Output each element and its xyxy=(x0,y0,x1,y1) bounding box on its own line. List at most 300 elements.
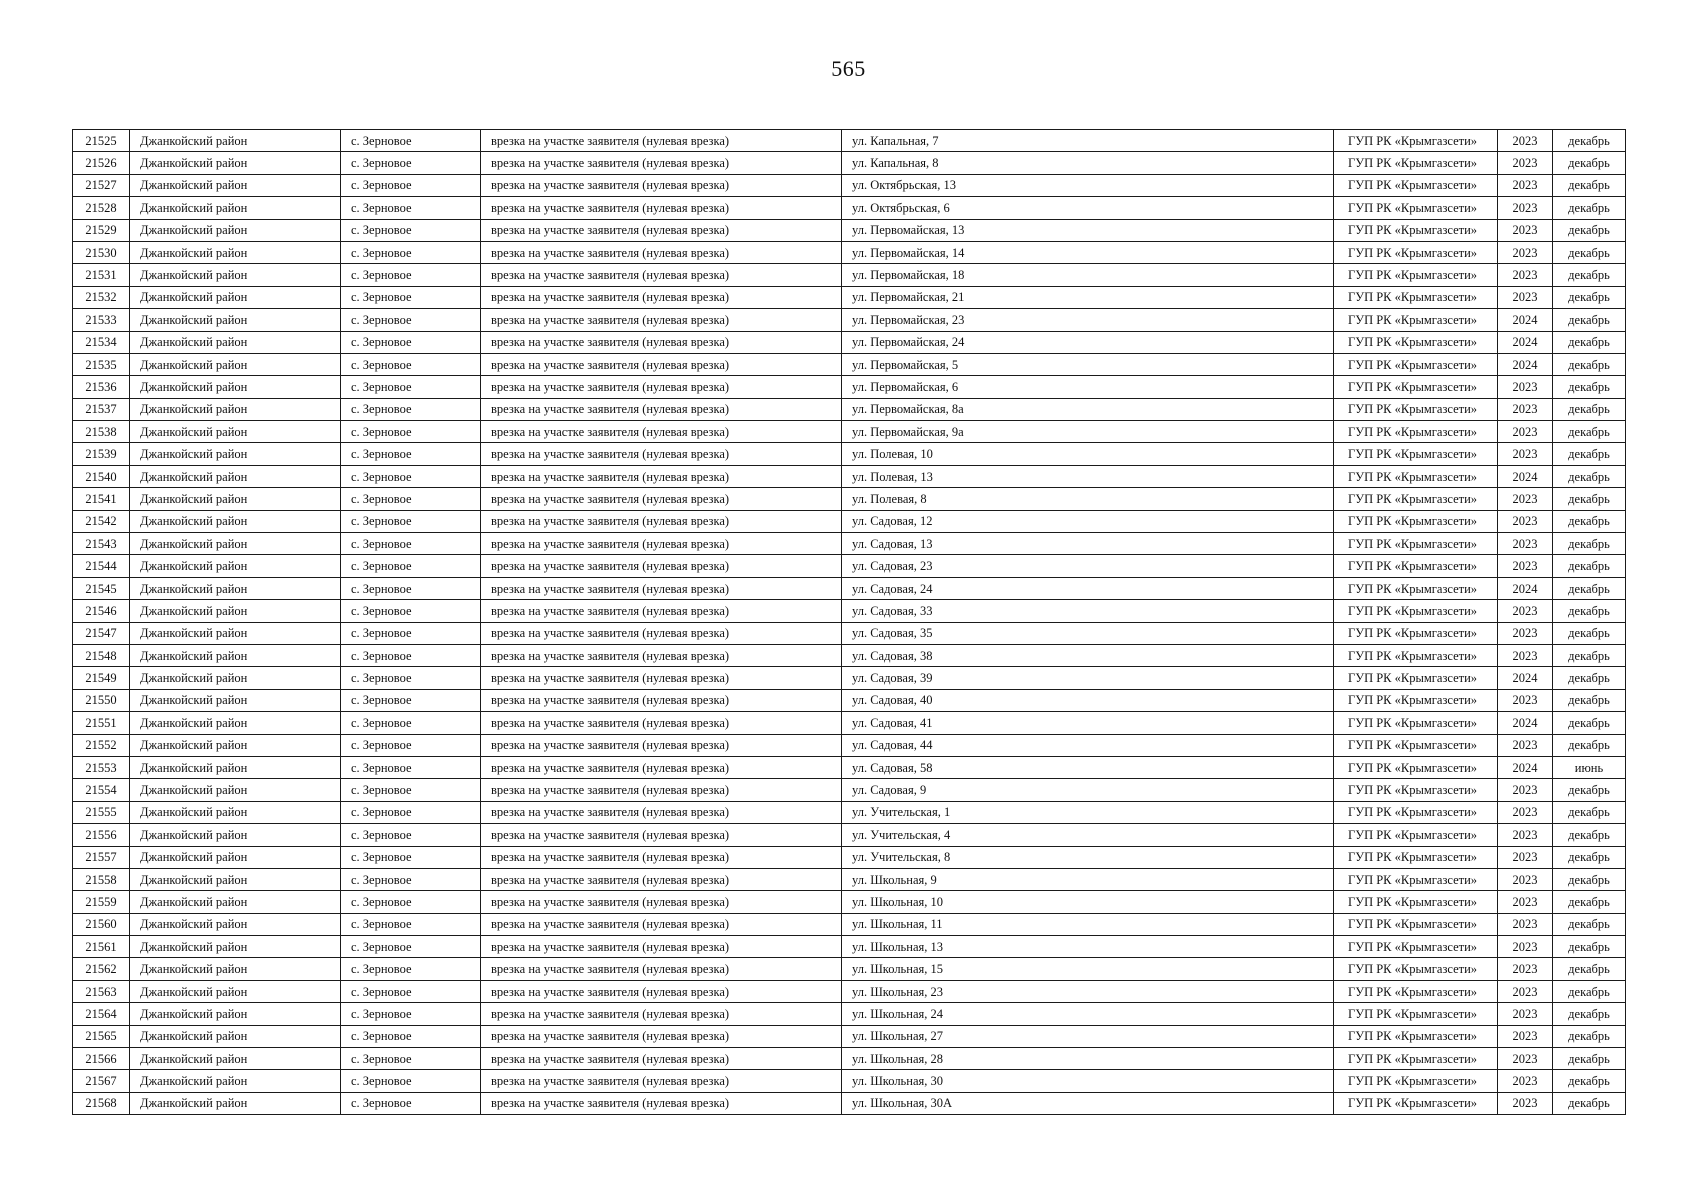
table-row xyxy=(73,488,1626,510)
district-cell: Джанкойский район xyxy=(130,488,341,510)
table-row xyxy=(73,353,1626,375)
table-row xyxy=(73,219,1626,241)
address-cell: ул. Первомайская, 9а xyxy=(842,421,1334,443)
district-cell: Джанкойский район xyxy=(130,555,341,577)
table-row xyxy=(73,756,1626,778)
table-row xyxy=(73,622,1626,644)
row-number-cell: 21568 xyxy=(73,1092,130,1114)
month-cell: декабрь xyxy=(1553,958,1626,980)
district-cell: Джанкойский район xyxy=(130,824,341,846)
work-type-cell: врезка на участке заявителя (нулевая врезка) xyxy=(481,219,842,241)
row-number-cell: 21552 xyxy=(73,734,130,756)
settlement-cell: с. Зерновое xyxy=(341,555,481,577)
settlement-cell: с. Зерновое xyxy=(341,510,481,532)
year-cell: 2023 xyxy=(1498,241,1553,263)
work-type-cell: врезка на участке заявителя (нулевая врезка) xyxy=(481,958,842,980)
row-number-cell: 21554 xyxy=(73,779,130,801)
organization-cell: ГУП РК «Крымгазсети» xyxy=(1334,286,1498,308)
work-type-cell: врезка на участке заявителя (нулевая врезка) xyxy=(481,577,842,599)
settlement-cell: с. Зерновое xyxy=(341,734,481,756)
row-number-cell: 21559 xyxy=(73,891,130,913)
organization-cell: ГУП РК «Крымгазсети» xyxy=(1334,331,1498,353)
district-cell: Джанкойский район xyxy=(130,197,341,219)
year-cell: 2024 xyxy=(1498,331,1553,353)
organization-cell: ГУП РК «Крымгазсети» xyxy=(1334,152,1498,174)
organization-cell: ГУП РК «Крымгазсети» xyxy=(1334,241,1498,263)
row-number-cell: 21540 xyxy=(73,465,130,487)
row-number-cell: 21525 xyxy=(73,130,130,152)
organization-cell: ГУП РК «Крымгазсети» xyxy=(1334,846,1498,868)
table-row xyxy=(73,779,1626,801)
month-cell: декабрь xyxy=(1553,689,1626,711)
district-cell: Джанкойский район xyxy=(130,667,341,689)
month-cell: декабрь xyxy=(1553,1092,1626,1114)
organization-cell: ГУП РК «Крымгазсети» xyxy=(1334,376,1498,398)
year-cell: 2024 xyxy=(1498,577,1553,599)
district-cell: Джанкойский район xyxy=(130,622,341,644)
row-number-cell: 21529 xyxy=(73,219,130,241)
district-cell: Джанкойский район xyxy=(130,1092,341,1114)
table-row xyxy=(73,443,1626,465)
row-number-cell: 21534 xyxy=(73,331,130,353)
work-type-cell: врезка на участке заявителя (нулевая врезка) xyxy=(481,622,842,644)
work-type-cell: врезка на участке заявителя (нулевая врезка) xyxy=(481,1025,842,1047)
address-cell: ул. Капальная, 8 xyxy=(842,152,1334,174)
year-cell: 2023 xyxy=(1498,130,1553,152)
row-number-cell: 21546 xyxy=(73,600,130,622)
settlement-cell: с. Зерновое xyxy=(341,712,481,734)
organization-cell: ГУП РК «Крымгазсети» xyxy=(1334,824,1498,846)
table-row xyxy=(73,555,1626,577)
district-cell: Джанкойский район xyxy=(130,868,341,890)
table-row xyxy=(73,264,1626,286)
organization-cell: ГУП РК «Крымгазсети» xyxy=(1334,756,1498,778)
district-cell: Джанкойский район xyxy=(130,152,341,174)
settlement-cell: с. Зерновое xyxy=(341,1048,481,1070)
work-type-cell: врезка на участке заявителя (нулевая врезка) xyxy=(481,555,842,577)
organization-cell: ГУП РК «Крымгазсети» xyxy=(1334,891,1498,913)
gasification-table xyxy=(72,129,1626,1115)
work-type-cell: врезка на участке заявителя (нулевая врезка) xyxy=(481,734,842,756)
address-cell: ул. Садовая, 9 xyxy=(842,779,1334,801)
district-cell: Джанкойский район xyxy=(130,891,341,913)
row-number-cell: 21557 xyxy=(73,846,130,868)
row-number-cell: 21567 xyxy=(73,1070,130,1092)
address-cell: ул. Садовая, 12 xyxy=(842,510,1334,532)
year-cell: 2023 xyxy=(1498,1025,1553,1047)
month-cell: декабрь xyxy=(1553,398,1626,420)
month-cell: декабрь xyxy=(1553,622,1626,644)
month-cell: декабрь xyxy=(1553,555,1626,577)
row-number-cell: 21556 xyxy=(73,824,130,846)
year-cell: 2023 xyxy=(1498,398,1553,420)
work-type-cell: врезка на участке заявителя (нулевая врезка) xyxy=(481,1048,842,1070)
month-cell: декабрь xyxy=(1553,1025,1626,1047)
settlement-cell: с. Зерновое xyxy=(341,421,481,443)
address-cell: ул. Первомайская, 5 xyxy=(842,353,1334,375)
organization-cell: ГУП РК «Крымгазсети» xyxy=(1334,353,1498,375)
settlement-cell: с. Зерновое xyxy=(341,130,481,152)
work-type-cell: врезка на участке заявителя (нулевая врезка) xyxy=(481,644,842,666)
settlement-cell: с. Зерновое xyxy=(341,331,481,353)
month-cell: декабрь xyxy=(1553,913,1626,935)
address-cell: ул. Первомайская, 8а xyxy=(842,398,1334,420)
year-cell: 2023 xyxy=(1498,846,1553,868)
year-cell: 2023 xyxy=(1498,980,1553,1002)
year-cell: 2023 xyxy=(1498,421,1553,443)
work-type-cell: врезка на участке заявителя (нулевая врезка) xyxy=(481,980,842,1002)
address-cell: ул. Садовая, 44 xyxy=(842,734,1334,756)
settlement-cell: с. Зерновое xyxy=(341,824,481,846)
address-cell: ул. Первомайская, 23 xyxy=(842,309,1334,331)
work-type-cell: врезка на участке заявителя (нулевая врезка) xyxy=(481,667,842,689)
organization-cell: ГУП РК «Крымгазсети» xyxy=(1334,644,1498,666)
row-number-cell: 21530 xyxy=(73,241,130,263)
address-cell: ул. Садовая, 23 xyxy=(842,555,1334,577)
year-cell: 2023 xyxy=(1498,1092,1553,1114)
district-cell: Джанкойский район xyxy=(130,510,341,532)
work-type-cell: врезка на участке заявителя (нулевая врезка) xyxy=(481,1092,842,1114)
address-cell: ул. Первомайская, 13 xyxy=(842,219,1334,241)
year-cell: 2023 xyxy=(1498,376,1553,398)
district-cell: Джанкойский район xyxy=(130,689,341,711)
work-type-cell: врезка на участке заявителя (нулевая врезка) xyxy=(481,868,842,890)
organization-cell: ГУП РК «Крымгазсети» xyxy=(1334,779,1498,801)
year-cell: 2023 xyxy=(1498,801,1553,823)
address-cell: ул. Октябрьская, 6 xyxy=(842,197,1334,219)
address-cell: ул. Первомайская, 14 xyxy=(842,241,1334,263)
table-row xyxy=(73,465,1626,487)
month-cell: декабрь xyxy=(1553,241,1626,263)
district-cell: Джанкойский район xyxy=(130,465,341,487)
work-type-cell: врезка на участке заявителя (нулевая врезка) xyxy=(481,152,842,174)
table-row xyxy=(73,376,1626,398)
year-cell: 2023 xyxy=(1498,600,1553,622)
organization-cell: ГУП РК «Крымгазсети» xyxy=(1334,398,1498,420)
work-type-cell: врезка на участке заявителя (нулевая врезка) xyxy=(481,689,842,711)
year-cell: 2023 xyxy=(1498,891,1553,913)
year-cell: 2023 xyxy=(1498,510,1553,532)
settlement-cell: с. Зерновое xyxy=(341,779,481,801)
row-number-cell: 21551 xyxy=(73,712,130,734)
year-cell: 2023 xyxy=(1498,197,1553,219)
row-number-cell: 21563 xyxy=(73,980,130,1002)
table-row xyxy=(73,824,1626,846)
district-cell: Джанкойский район xyxy=(130,353,341,375)
work-type-cell: врезка на участке заявителя (нулевая врезка) xyxy=(481,488,842,510)
year-cell: 2023 xyxy=(1498,286,1553,308)
table-row xyxy=(73,600,1626,622)
settlement-cell: с. Зерновое xyxy=(341,398,481,420)
work-type-cell: врезка на участке заявителя (нулевая врезка) xyxy=(481,353,842,375)
address-cell: ул. Школьная, 23 xyxy=(842,980,1334,1002)
district-cell: Джанкойский район xyxy=(130,241,341,263)
settlement-cell: с. Зерновое xyxy=(341,1003,481,1025)
work-type-cell: врезка на участке заявителя (нулевая врезка) xyxy=(481,174,842,196)
work-type-cell: врезка на участке заявителя (нулевая врезка) xyxy=(481,600,842,622)
row-number-cell: 21528 xyxy=(73,197,130,219)
district-cell: Джанкойский район xyxy=(130,712,341,734)
settlement-cell: с. Зерновое xyxy=(341,443,481,465)
month-cell: декабрь xyxy=(1553,130,1626,152)
settlement-cell: с. Зерновое xyxy=(341,622,481,644)
work-type-cell: врезка на участке заявителя (нулевая врезка) xyxy=(481,443,842,465)
month-cell: декабрь xyxy=(1553,824,1626,846)
row-number-cell: 21548 xyxy=(73,644,130,666)
table-row xyxy=(73,801,1626,823)
address-cell: ул. Школьная, 9 xyxy=(842,868,1334,890)
table-row xyxy=(73,398,1626,420)
address-cell: ул. Школьная, 13 xyxy=(842,936,1334,958)
year-cell: 2023 xyxy=(1498,734,1553,756)
year-cell: 2024 xyxy=(1498,756,1553,778)
work-type-cell: врезка на участке заявителя (нулевая врезка) xyxy=(481,286,842,308)
month-cell: декабрь xyxy=(1553,197,1626,219)
month-cell: декабрь xyxy=(1553,533,1626,555)
district-cell: Джанкойский район xyxy=(130,219,341,241)
organization-cell: ГУП РК «Крымгазсети» xyxy=(1334,465,1498,487)
district-cell: Джанкойский район xyxy=(130,376,341,398)
district-cell: Джанкойский район xyxy=(130,600,341,622)
month-cell: декабрь xyxy=(1553,1048,1626,1070)
month-cell: декабрь xyxy=(1553,577,1626,599)
settlement-cell: с. Зерновое xyxy=(341,958,481,980)
district-cell: Джанкойский район xyxy=(130,779,341,801)
district-cell: Джанкойский район xyxy=(130,331,341,353)
month-cell: декабрь xyxy=(1553,891,1626,913)
table-row xyxy=(73,1025,1626,1047)
year-cell: 2023 xyxy=(1498,958,1553,980)
row-number-cell: 21560 xyxy=(73,913,130,935)
year-cell: 2024 xyxy=(1498,353,1553,375)
table-row xyxy=(73,309,1626,331)
organization-cell: ГУП РК «Крымгазсети» xyxy=(1334,510,1498,532)
month-cell: декабрь xyxy=(1553,286,1626,308)
organization-cell: ГУП РК «Крымгазсети» xyxy=(1334,577,1498,599)
table-row xyxy=(73,197,1626,219)
organization-cell: ГУП РК «Крымгазсети» xyxy=(1334,488,1498,510)
organization-cell: ГУП РК «Крымгазсети» xyxy=(1334,219,1498,241)
work-type-cell: врезка на участке заявителя (нулевая врезка) xyxy=(481,846,842,868)
district-cell: Джанкойский район xyxy=(130,644,341,666)
table-row xyxy=(73,958,1626,980)
organization-cell: ГУП РК «Крымгазсети» xyxy=(1334,443,1498,465)
year-cell: 2023 xyxy=(1498,936,1553,958)
row-number-cell: 21553 xyxy=(73,756,130,778)
district-cell: Джанкойский район xyxy=(130,309,341,331)
month-cell: декабрь xyxy=(1553,331,1626,353)
year-cell: 2023 xyxy=(1498,533,1553,555)
row-number-cell: 21543 xyxy=(73,533,130,555)
settlement-cell: с. Зерновое xyxy=(341,891,481,913)
year-cell: 2024 xyxy=(1498,309,1553,331)
work-type-cell: врезка на участке заявителя (нулевая врезка) xyxy=(481,465,842,487)
district-cell: Джанкойский район xyxy=(130,264,341,286)
settlement-cell: с. Зерновое xyxy=(341,264,481,286)
settlement-cell: с. Зерновое xyxy=(341,286,481,308)
settlement-cell: с. Зерновое xyxy=(341,936,481,958)
organization-cell: ГУП РК «Крымгазсети» xyxy=(1334,533,1498,555)
organization-cell: ГУП РК «Крымгазсети» xyxy=(1334,174,1498,196)
settlement-cell: с. Зерновое xyxy=(341,197,481,219)
table-row xyxy=(73,421,1626,443)
address-cell: ул. Полевая, 8 xyxy=(842,488,1334,510)
row-number-cell: 21527 xyxy=(73,174,130,196)
year-cell: 2023 xyxy=(1498,443,1553,465)
settlement-cell: с. Зерновое xyxy=(341,600,481,622)
district-cell: Джанкойский район xyxy=(130,958,341,980)
table-body xyxy=(73,130,1626,1115)
district-cell: Джанкойский район xyxy=(130,130,341,152)
month-cell: декабрь xyxy=(1553,219,1626,241)
year-cell: 2023 xyxy=(1498,488,1553,510)
district-cell: Джанкойский район xyxy=(130,286,341,308)
work-type-cell: врезка на участке заявителя (нулевая врезка) xyxy=(481,891,842,913)
year-cell: 2023 xyxy=(1498,644,1553,666)
settlement-cell: с. Зерновое xyxy=(341,644,481,666)
work-type-cell: врезка на участке заявителя (нулевая врезка) xyxy=(481,241,842,263)
month-cell: декабрь xyxy=(1553,846,1626,868)
table-row xyxy=(73,689,1626,711)
month-cell: декабрь xyxy=(1553,1070,1626,1092)
organization-cell: ГУП РК «Крымгазсети» xyxy=(1334,868,1498,890)
organization-cell: ГУП РК «Крымгазсети» xyxy=(1334,1070,1498,1092)
address-cell: ул. Октябрьская, 13 xyxy=(842,174,1334,196)
organization-cell: ГУП РК «Крымгазсети» xyxy=(1334,689,1498,711)
organization-cell: ГУП РК «Крымгазсети» xyxy=(1334,622,1498,644)
address-cell: ул. Садовая, 24 xyxy=(842,577,1334,599)
year-cell: 2023 xyxy=(1498,152,1553,174)
table-row xyxy=(73,667,1626,689)
work-type-cell: врезка на участке заявителя (нулевая врезка) xyxy=(481,376,842,398)
table-row xyxy=(73,1070,1626,1092)
work-type-cell: врезка на участке заявителя (нулевая врезка) xyxy=(481,756,842,778)
year-cell: 2023 xyxy=(1498,1070,1553,1092)
district-cell: Джанкойский район xyxy=(130,443,341,465)
month-cell: декабрь xyxy=(1553,353,1626,375)
district-cell: Джанкойский район xyxy=(130,533,341,555)
work-type-cell: врезка на участке заявителя (нулевая врезка) xyxy=(481,130,842,152)
year-cell: 2023 xyxy=(1498,555,1553,577)
month-cell: декабрь xyxy=(1553,868,1626,890)
year-cell: 2023 xyxy=(1498,824,1553,846)
month-cell: декабрь xyxy=(1553,488,1626,510)
row-number-cell: 21564 xyxy=(73,1003,130,1025)
table-row xyxy=(73,1003,1626,1025)
table-row xyxy=(73,936,1626,958)
table-row xyxy=(73,712,1626,734)
settlement-cell: с. Зерновое xyxy=(341,353,481,375)
organization-cell: ГУП РК «Крымгазсети» xyxy=(1334,197,1498,219)
month-cell: декабрь xyxy=(1553,600,1626,622)
address-cell: ул. Полевая, 13 xyxy=(842,465,1334,487)
address-cell: ул. Школьная, 11 xyxy=(842,913,1334,935)
page-number: 565 xyxy=(831,56,866,81)
address-cell: ул. Первомайская, 24 xyxy=(842,331,1334,353)
table-row xyxy=(73,130,1626,152)
address-cell: ул. Учительская, 4 xyxy=(842,824,1334,846)
month-cell: декабрь xyxy=(1553,264,1626,286)
work-type-cell: врезка на участке заявителя (нулевая врезка) xyxy=(481,801,842,823)
row-number-cell: 21537 xyxy=(73,398,130,420)
address-cell: ул. Первомайская, 18 xyxy=(842,264,1334,286)
work-type-cell: врезка на участке заявителя (нулевая врезка) xyxy=(481,264,842,286)
address-cell: ул. Садовая, 13 xyxy=(842,533,1334,555)
row-number-cell: 21566 xyxy=(73,1048,130,1070)
settlement-cell: с. Зерновое xyxy=(341,689,481,711)
month-cell: декабрь xyxy=(1553,510,1626,532)
settlement-cell: с. Зерновое xyxy=(341,868,481,890)
row-number-cell: 21544 xyxy=(73,555,130,577)
district-cell: Джанкойский район xyxy=(130,174,341,196)
row-number-cell: 21549 xyxy=(73,667,130,689)
district-cell: Джанкойский район xyxy=(130,980,341,1002)
row-number-cell: 21565 xyxy=(73,1025,130,1047)
settlement-cell: с. Зерновое xyxy=(341,801,481,823)
month-cell: декабрь xyxy=(1553,644,1626,666)
address-cell: ул. Школьная, 28 xyxy=(842,1048,1334,1070)
organization-cell: ГУП РК «Крымгазсети» xyxy=(1334,600,1498,622)
address-cell: ул. Полевая, 10 xyxy=(842,443,1334,465)
month-cell: декабрь xyxy=(1553,980,1626,1002)
table-row xyxy=(73,980,1626,1002)
work-type-cell: врезка на участке заявителя (нулевая врезка) xyxy=(481,331,842,353)
year-cell: 2024 xyxy=(1498,465,1553,487)
organization-cell: ГУП РК «Крымгазсети» xyxy=(1334,555,1498,577)
district-cell: Джанкойский район xyxy=(130,1048,341,1070)
address-cell: ул. Школьная, 15 xyxy=(842,958,1334,980)
settlement-cell: с. Зерновое xyxy=(341,1025,481,1047)
organization-cell: ГУП РК «Крымгазсети» xyxy=(1334,264,1498,286)
row-number-cell: 21542 xyxy=(73,510,130,532)
organization-cell: ГУП РК «Крымгазсети» xyxy=(1334,667,1498,689)
organization-cell: ГУП РК «Крымгазсети» xyxy=(1334,734,1498,756)
settlement-cell: с. Зерновое xyxy=(341,219,481,241)
table-row xyxy=(73,644,1626,666)
settlement-cell: с. Зерновое xyxy=(341,174,481,196)
settlement-cell: с. Зерновое xyxy=(341,913,481,935)
district-cell: Джанкойский район xyxy=(130,577,341,599)
work-type-cell: врезка на участке заявителя (нулевая врезка) xyxy=(481,936,842,958)
work-type-cell: врезка на участке заявителя (нулевая врезка) xyxy=(481,533,842,555)
month-cell: июнь xyxy=(1553,756,1626,778)
district-cell: Джанкойский район xyxy=(130,421,341,443)
district-cell: Джанкойский район xyxy=(130,1003,341,1025)
district-cell: Джанкойский район xyxy=(130,1070,341,1092)
organization-cell: ГУП РК «Крымгазсети» xyxy=(1334,913,1498,935)
table-row xyxy=(73,286,1626,308)
organization-cell: ГУП РК «Крымгазсети» xyxy=(1334,309,1498,331)
address-cell: ул. Садовая, 40 xyxy=(842,689,1334,711)
settlement-cell: с. Зерновое xyxy=(341,533,481,555)
table-row xyxy=(73,533,1626,555)
organization-cell: ГУП РК «Крымгазсети» xyxy=(1334,801,1498,823)
month-cell: декабрь xyxy=(1553,309,1626,331)
row-number-cell: 21547 xyxy=(73,622,130,644)
district-cell: Джанкойский район xyxy=(130,1025,341,1047)
year-cell: 2024 xyxy=(1498,712,1553,734)
organization-cell: ГУП РК «Крымгазсети» xyxy=(1334,1003,1498,1025)
row-number-cell: 21555 xyxy=(73,801,130,823)
address-cell: ул. Садовая, 41 xyxy=(842,712,1334,734)
month-cell: декабрь xyxy=(1553,1003,1626,1025)
row-number-cell: 21533 xyxy=(73,309,130,331)
row-number-cell: 21545 xyxy=(73,577,130,599)
address-cell: ул. Школьная, 10 xyxy=(842,891,1334,913)
address-cell: ул. Школьная, 27 xyxy=(842,1025,1334,1047)
row-number-cell: 21538 xyxy=(73,421,130,443)
organization-cell: ГУП РК «Крымгазсети» xyxy=(1334,1025,1498,1047)
